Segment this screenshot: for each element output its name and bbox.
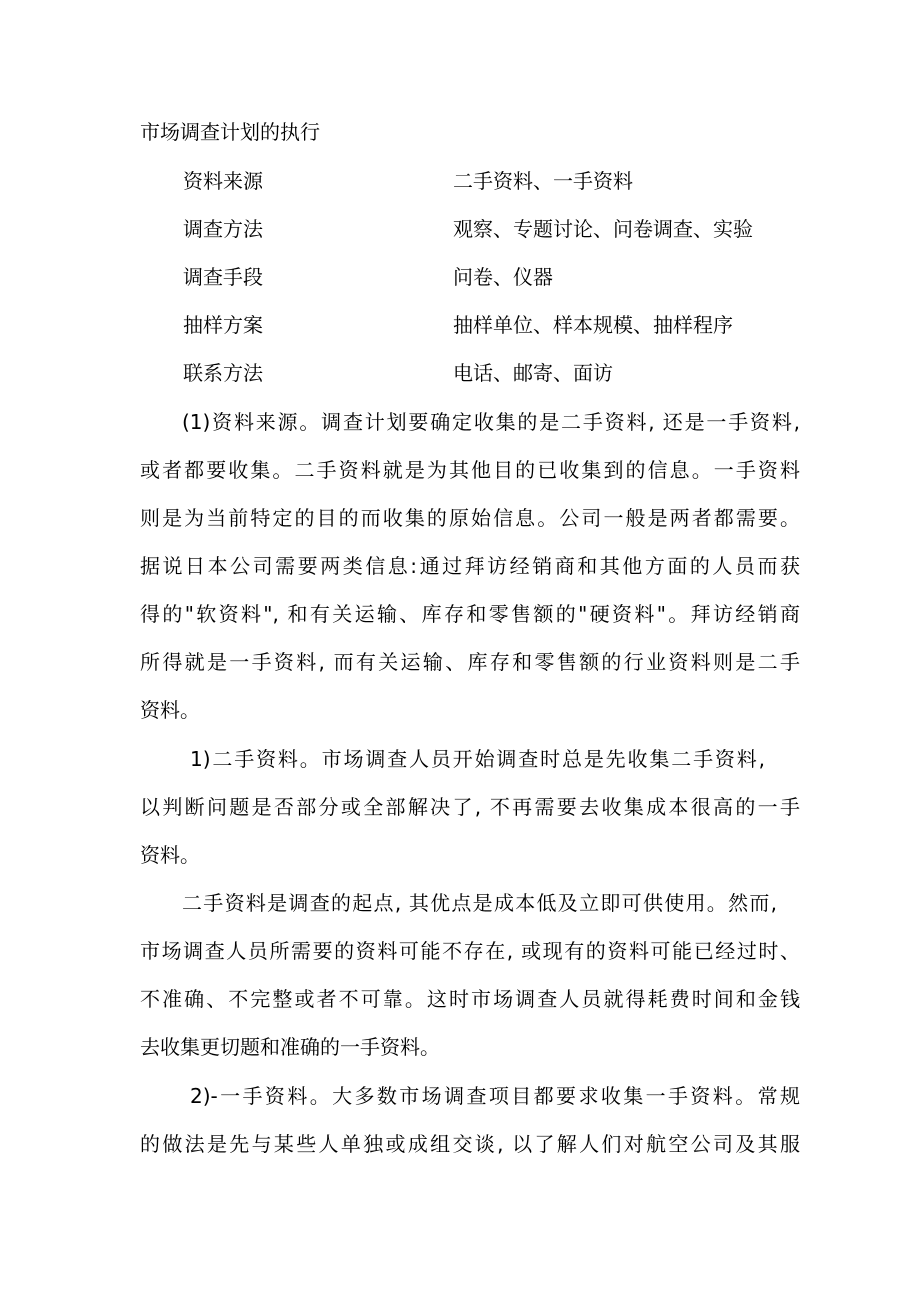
text-line: 二手资料是调查的起点, 其优点是成本低及立即可供使用。然而, <box>182 891 777 915</box>
table-row <box>0 166 920 196</box>
text-line: 资料。 <box>140 698 200 722</box>
text-line: 1)二手资料。市场调查人员开始调查时总是先收集二手资料, <box>190 747 765 771</box>
table-row <box>0 262 920 292</box>
table-key: 联系方法 <box>183 361 263 385</box>
table-key: 抽样方案 <box>183 313 263 337</box>
table-value: 观察、专题讨论、问卷调查、实验 <box>453 217 753 241</box>
table-row <box>0 358 920 388</box>
table-value: 二手资料、一手资料 <box>453 169 633 193</box>
text-line: 市场调查人员所需要的资料可能不存在, 或现有的资料可能已经过时、 <box>140 939 800 963</box>
section-title: 市场调查计划的执行 <box>140 120 320 144</box>
text-line: 2)-一手资料。大多数市场调查项目都要求收集一手资料。常规 <box>190 1084 800 1108</box>
text-line: 的做法是先与某些人单独或成组交谈, 以了解人们对航空公司及其服 <box>140 1132 800 1156</box>
table-key: 资料来源 <box>183 169 263 193</box>
text-line: 据说日本公司需要两类信息:通过拜访经销商和其他方面的人员而获 <box>140 554 800 578</box>
text-line: 资料。 <box>140 843 200 867</box>
table-key: 调查方法 <box>183 217 263 241</box>
table-value: 电话、邮寄、面访 <box>453 361 613 385</box>
table-key: 调查手段 <box>183 265 263 289</box>
text-line: 或者都要收集。二手资料就是为其他目的已收集到的信息。一手资料 <box>140 458 800 482</box>
text-line: 得的"软资料", 和有关运输、库存和零售额的"硬资料"。拜访经销商 <box>140 602 800 626</box>
table-row <box>0 214 920 244</box>
text-line: 则是为当前特定的目的而收集的原始信息。公司一般是两者都需要。 <box>140 506 800 530</box>
table-value: 抽样单位、样本规模、抽样程序 <box>453 313 733 337</box>
text-line: 所得就是一手资料, 而有关运输、库存和零售额的行业资料则是二手 <box>140 650 800 674</box>
text-line: (1)资料来源。调查计划要确定收集的是二手资料, 还是一手资料, <box>182 410 800 434</box>
table-value: 问卷、仪器 <box>453 265 553 289</box>
text-line: 去收集更切题和准确的一手资料。 <box>140 1035 440 1059</box>
text-line: 不准确、不完整或者不可靠。这时市场调查人员就得耗费时间和金钱 <box>140 987 800 1011</box>
text-line: 以判断问题是否部分或全部解决了, 不再需要去收集成本很高的一手 <box>140 795 800 819</box>
table-row <box>0 310 920 340</box>
